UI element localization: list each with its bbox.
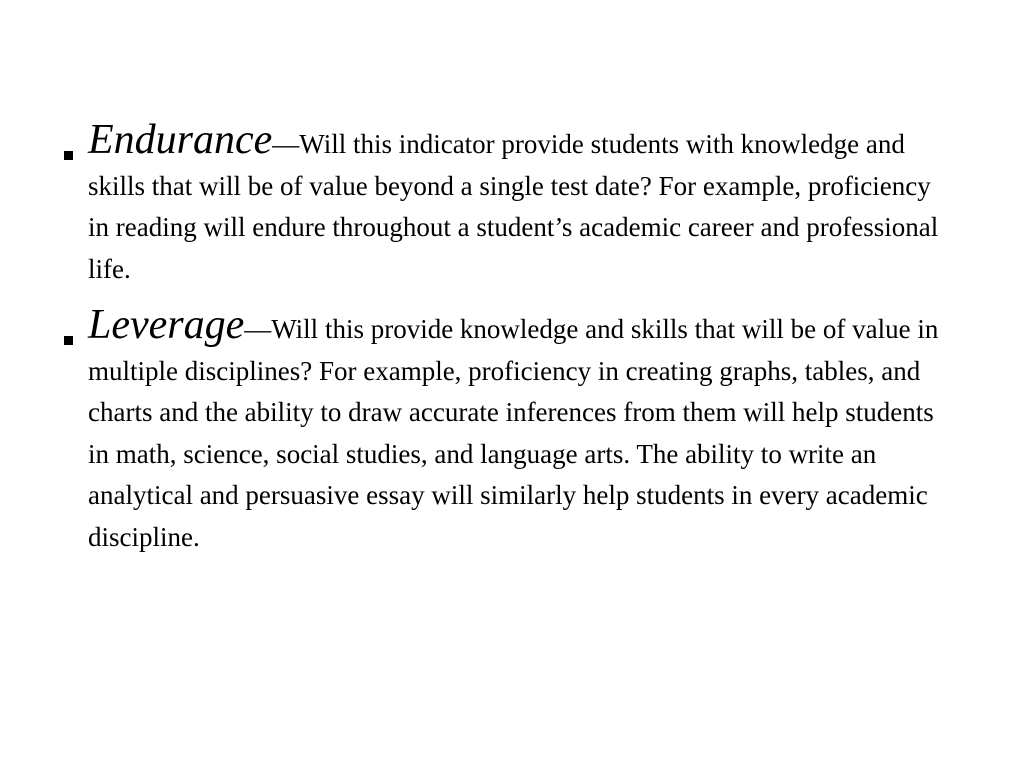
bullet-term: Endurance — [88, 117, 273, 163]
bullet-leverage — [62, 302, 942, 558]
square-bullet-icon — [64, 151, 73, 160]
square-bullet-icon — [64, 336, 73, 345]
bullet-list — [62, 117, 942, 558]
bullet-endurance — [62, 117, 942, 290]
bullet-term: Leverage — [88, 302, 245, 348]
bullet-text: —Will this provide knowledge and skills that will be of value in multiple disciplines? For example, proficiency in creating graphs, tables, and charts and the ability to draw accurate inferences from them will help students in math, science, social studies, and language arts. The ability to write an analytical and persuasive essay will similarly help students in every academic discipline. — [88, 314, 939, 552]
bullet-text: —Will this indicator provide students with knowledge and skills that will be of value beyond a single test date? For example, proficiency in reading will endure throughout a student’s academic career and professional life. — [88, 129, 939, 284]
